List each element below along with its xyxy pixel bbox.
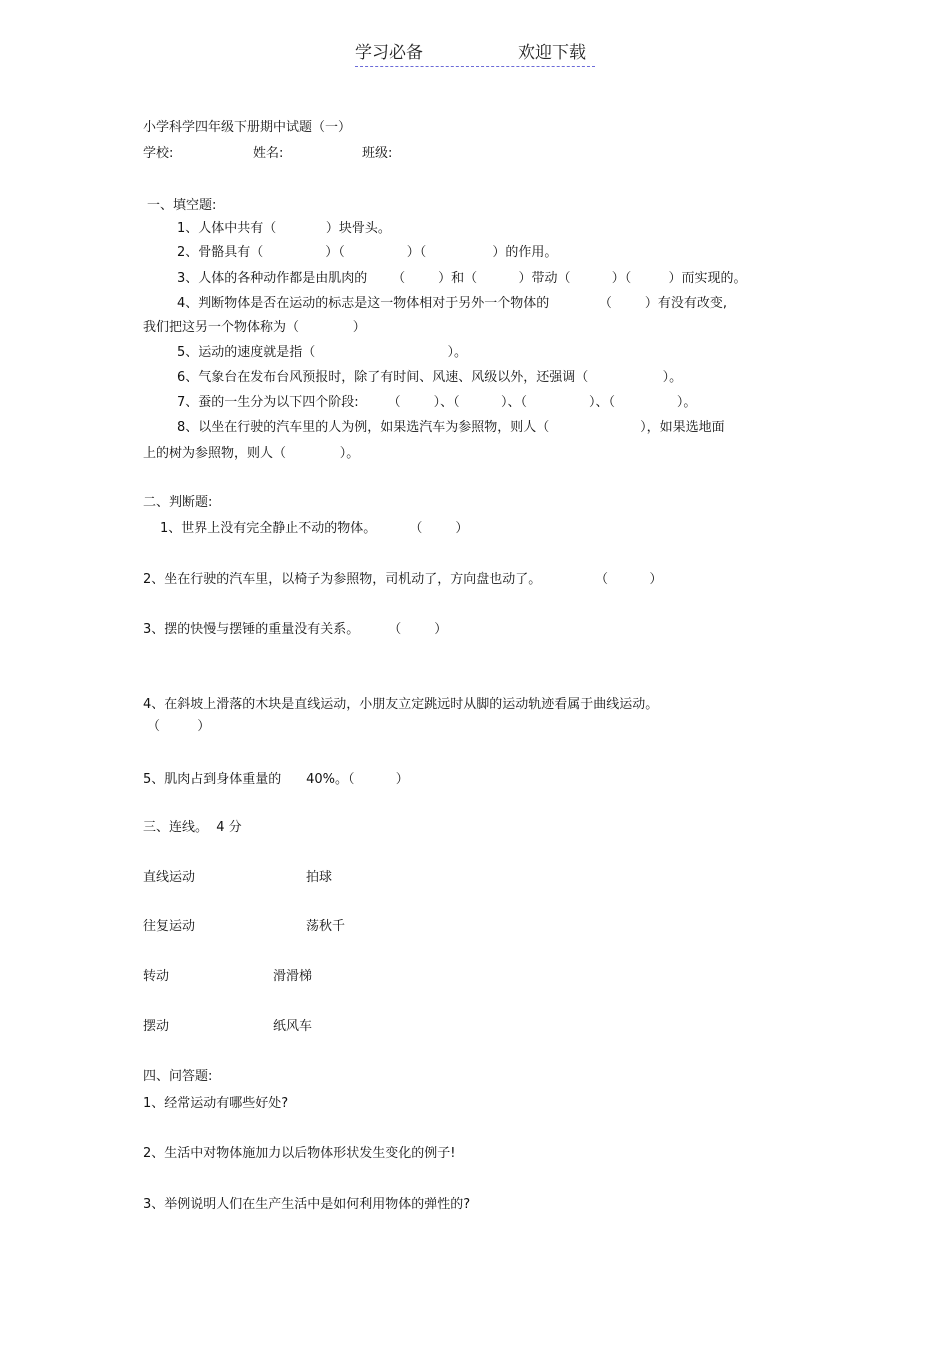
fill-question-8-cont: 上的树为参照物，则人（ ）。 — [143, 446, 360, 461]
header-left-text: 学习必备 — [355, 43, 423, 63]
match-left-item: 转动 — [143, 969, 170, 984]
match-left-item: 往复运动 — [143, 919, 196, 934]
judge-question-5: 5、肌肉占到身体重量的 40%。（ ） — [143, 772, 409, 787]
header-right-text: 欢迎下载 — [518, 43, 586, 63]
section-qa-heading: 四、问答题: — [143, 1069, 213, 1084]
judge-question-4: 4、在斜坡上滑落的木块是直线运动，小朋友立定跳远时从脚的运动轨迹看属于曲线运动。 — [143, 697, 659, 712]
section-match-heading: 三、连线。 4 分 — [143, 820, 242, 835]
fill-question-5: 5、运动的速度就是指（ ）。 — [177, 345, 468, 360]
judge-question-4-cont: （ ） — [147, 719, 211, 734]
match-right-item: 纸风车 — [273, 1019, 313, 1034]
match-right-item: 荡秋千 — [306, 919, 346, 934]
qa-question-1: 1、经常运动有哪些好处? — [143, 1096, 289, 1111]
exam-title: 小学科学四年级下册期中试题（一） — [143, 120, 352, 135]
fill-question-1: 1、人体中共有（ ）块骨头。 — [177, 221, 391, 236]
fill-question-4-cont: 我们把这另一个物体称为（ ） — [143, 320, 366, 335]
qa-question-2: 2、生活中对物体施加力以后物体形状发生变化的例子! — [143, 1146, 456, 1161]
match-left-item: 直线运动 — [143, 870, 196, 885]
match-left-item: 摆动 — [143, 1019, 170, 1034]
qa-question-3: 3、举例说明人们在生产生活中是如何利用物体的弹性的? — [143, 1197, 471, 1212]
section-fill-heading: 一、填空题: — [147, 198, 217, 213]
match-right-item: 拍球 — [306, 870, 333, 885]
judge-question-3: 3、摆的快慢与摆锤的重量没有关系。 （ ） — [143, 622, 448, 637]
name-label: 姓名: — [253, 146, 284, 161]
fill-question-4: 4、判断物体是否在运动的标志是这一物体相对于另外一个物体的 （ ）有没有改变, — [177, 296, 728, 311]
section-judge-heading: 二、判断题: — [143, 495, 213, 510]
fill-question-3: 3、人体的各种动作都是由肌肉的 （ ）和（ ）带动（ ）（ ）而实现的。 — [177, 271, 747, 286]
fill-question-7: 7、蚕的一生分为以下四个阶段: （ ）、（ ）、（ ）、（ ）。 — [177, 395, 697, 410]
school-label: 学校: — [143, 146, 174, 161]
class-label: 班级: — [362, 146, 393, 161]
page-header — [355, 42, 595, 67]
fill-question-8: 8、以坐在行驶的汽车里的人为例，如果选汽车为参照物，则人（ ），如果选地面 — [177, 420, 725, 435]
judge-question-1: 1、世界上没有完全静止不动的物体。 （ ） — [160, 521, 469, 536]
fill-question-2: 2、骨骼具有（ ）（ ）（ ）的作用。 — [177, 245, 558, 260]
fill-question-6: 6、气象台在发布台风预报时，除了有时间、风速、风级以外，还强调（ ）。 — [177, 370, 683, 385]
match-right-item: 滑滑梯 — [273, 969, 313, 984]
judge-question-2: 2、坐在行驶的汽车里，以椅子为参照物，司机动了，方向盘也动了。 （ ） — [143, 572, 663, 587]
